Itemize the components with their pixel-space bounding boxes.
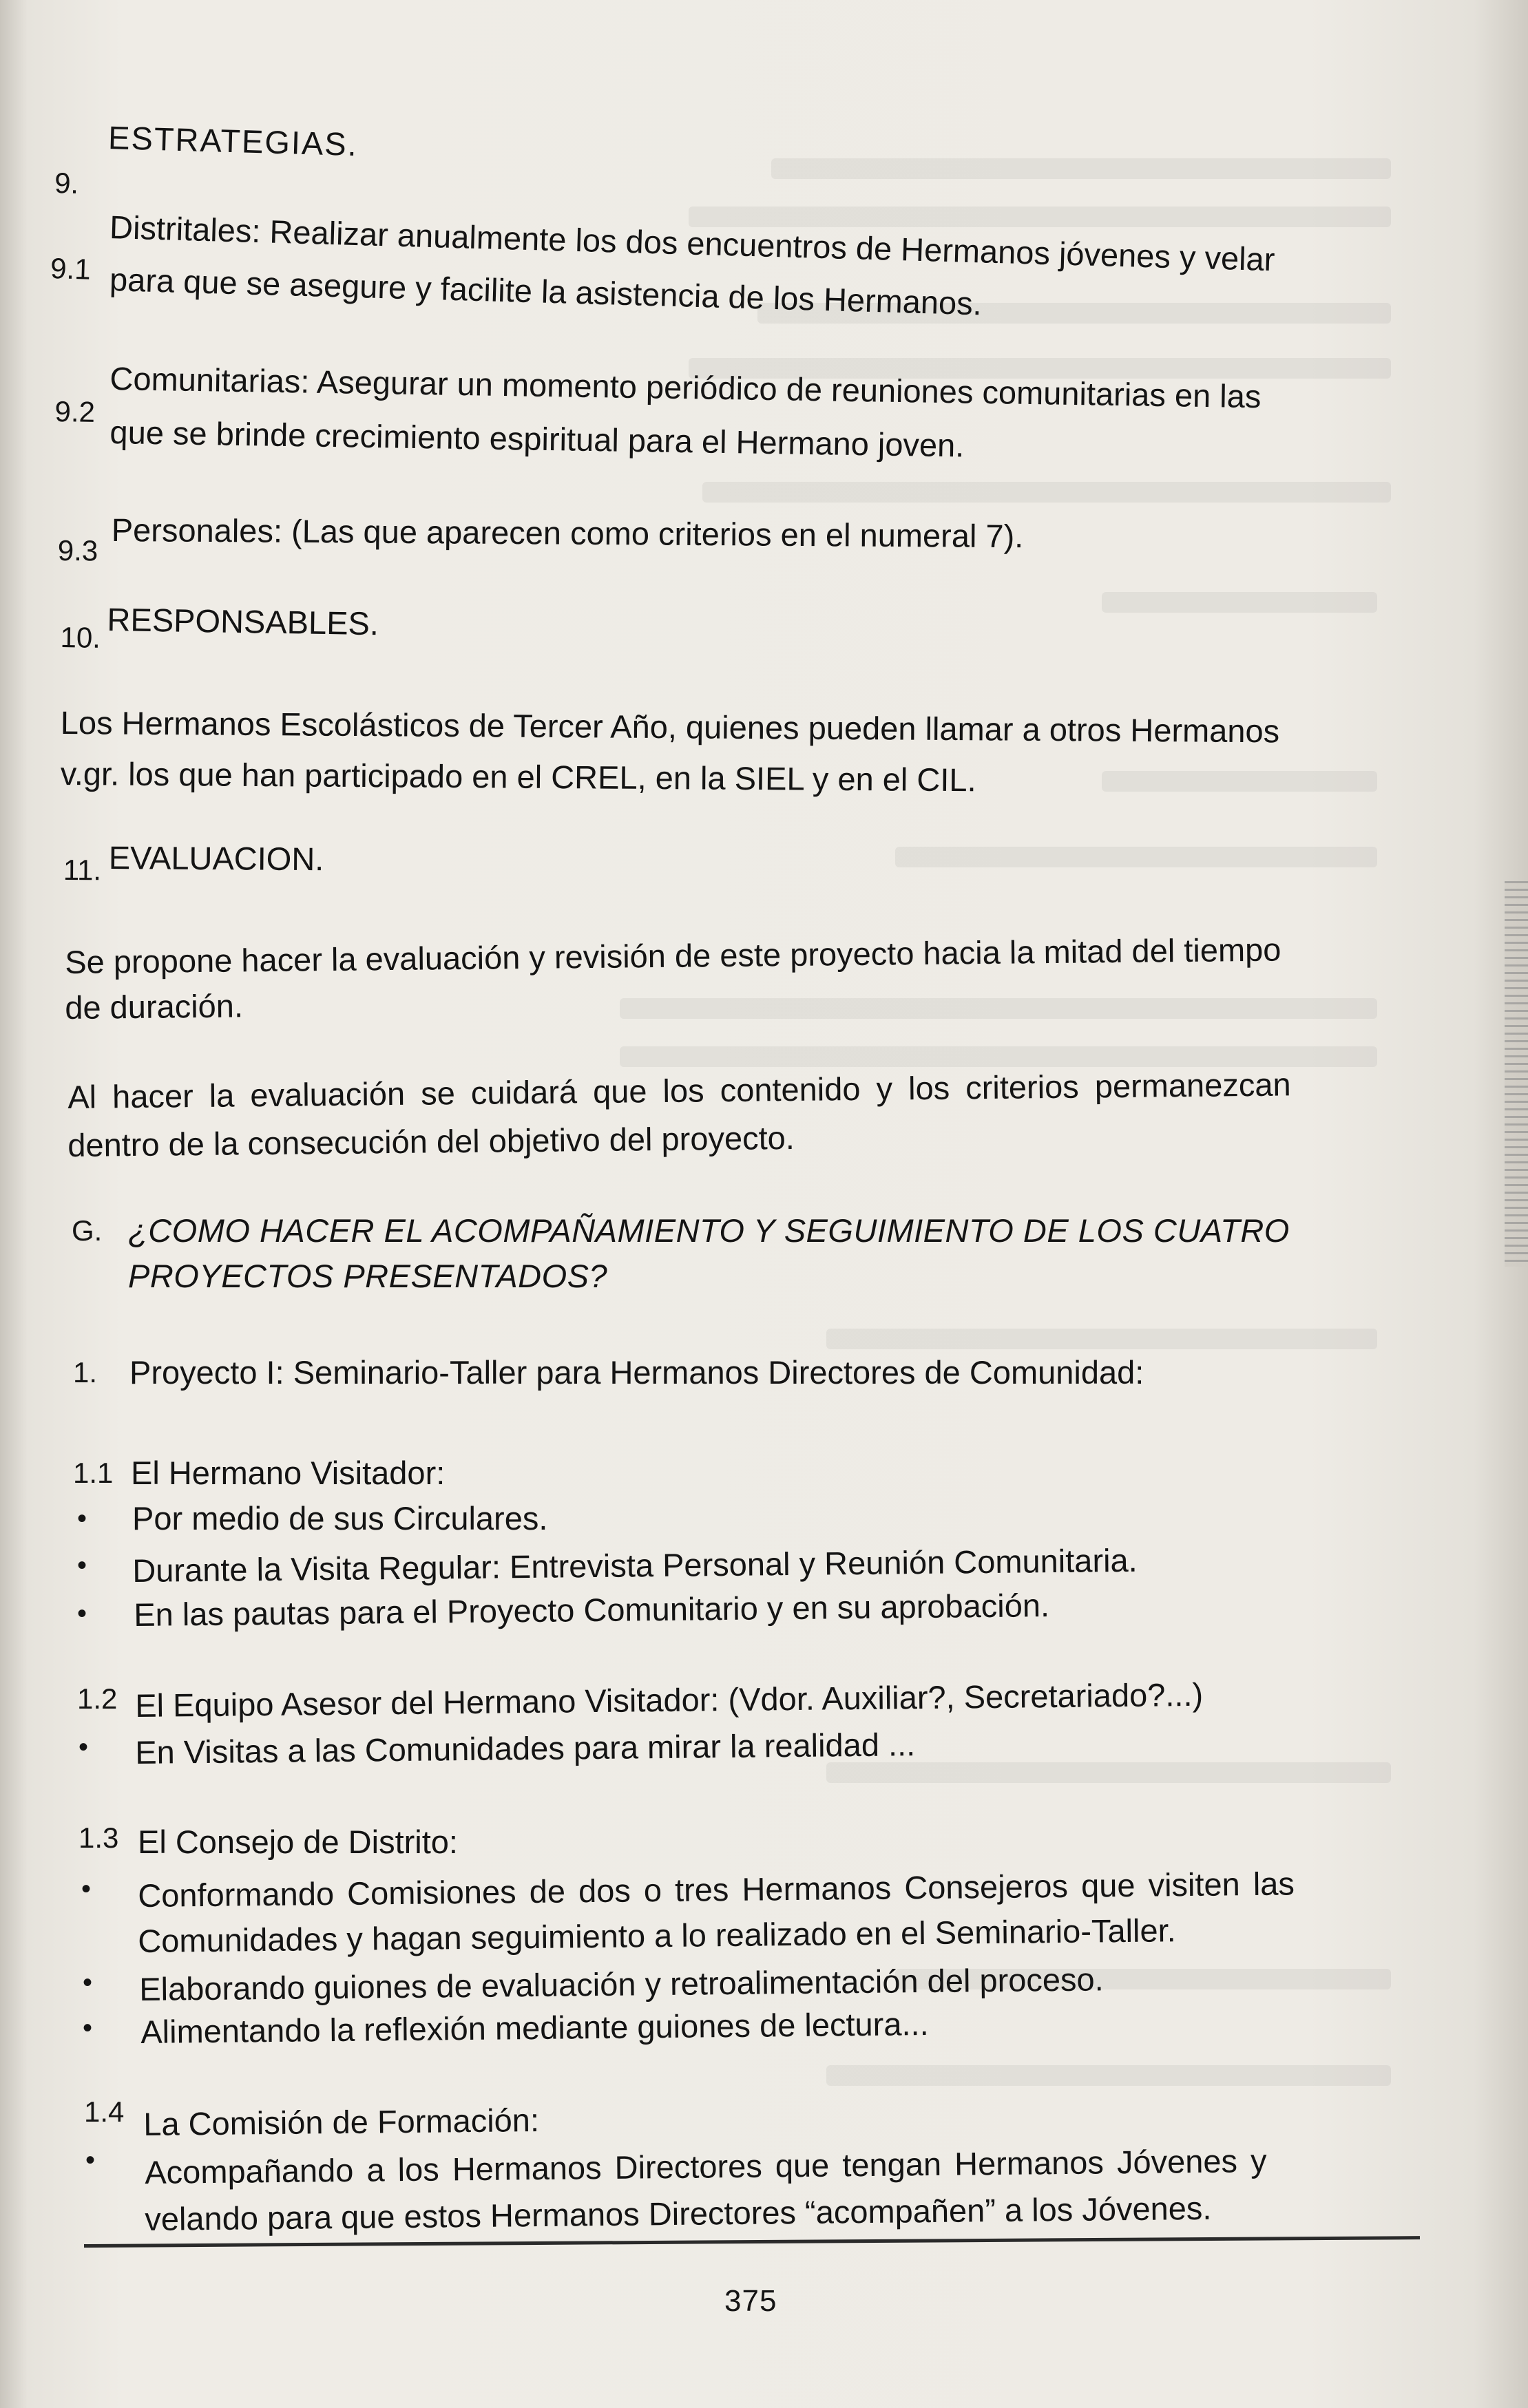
bullet-icon: • xyxy=(77,1503,87,1534)
paragraph-line: Comunitarias: Asegurar un momento periódico de reuniones comunitarias en las xyxy=(109,359,1262,415)
section-title: RESPONSABLES. xyxy=(107,600,379,642)
list-item: Alimentando la reflexión mediante guiones de lectura... xyxy=(140,2005,929,2050)
paragraph-line: que se brinde crecimiento espiritual para el Hermano joven. xyxy=(109,413,965,464)
list-item: Durante la Visita Regular: Entrevista Personal y Reunión Comunitaria. xyxy=(132,1541,1138,1589)
section-number: 1.2 xyxy=(77,1682,118,1715)
list-item: Conformando Comisiones de dos o tres Hermanos Consejeros que visiten las xyxy=(138,1865,1295,1914)
footer-rule xyxy=(84,2236,1420,2248)
section-number: 1.3 xyxy=(79,1821,119,1854)
bullet-icon: • xyxy=(85,2145,96,2175)
section-title: EVALUACION. xyxy=(108,839,324,878)
subsection-title: La Comisión de Formación: xyxy=(143,2101,540,2142)
section-number: 1. xyxy=(73,1356,98,1388)
list-item-continuation: Comunidades y hagan seguimiento a lo realizado en el Seminario-Taller. xyxy=(138,1912,1176,1959)
paragraph-line: Distritales: Realizar anualmente los dos encuentros de Hermanos jóvenes y velar xyxy=(109,208,1276,278)
list-item: Acompañando a los Hermanos Directores que tengan Hermanos Jóvenes y xyxy=(145,2142,1267,2190)
section-number: 1.1 xyxy=(73,1457,114,1489)
paragraph-line: Se propone hacer la evaluación y revisión de este proyecto hacia la mitad del tiempo xyxy=(65,931,1281,980)
subsection-title: El Consejo de Distrito: xyxy=(138,1824,458,1860)
section-number: 11. xyxy=(63,853,102,887)
paragraph-line: de duración. xyxy=(65,987,244,1026)
section-letter: G. xyxy=(72,1214,103,1247)
bullet-icon: • xyxy=(81,1874,92,1904)
page-number: 375 xyxy=(724,2284,777,2318)
section-number: 10. xyxy=(60,620,101,654)
heading-line: ¿COMO HACER EL ACOMPAÑAMIENTO Y SEGUIMIENTO DE LOS CUATRO xyxy=(128,1212,1290,1249)
paragraph-line: dentro de la consecución del objetivo del proyecto. xyxy=(67,1119,795,1163)
subsection-title: El Hermano Visitador: xyxy=(131,1455,446,1491)
section-title: ESTRATEGIAS. xyxy=(107,118,359,163)
paragraph-line: Proyecto I: Seminario-Taller para Hermanos Directores de Comunidad: xyxy=(129,1354,1144,1391)
paragraph-line: Los Hermanos Escolásticos de Tercer Año, quienes pueden llamar a otros Hermanos xyxy=(60,704,1280,750)
section-number: 9.1 xyxy=(50,251,92,286)
paragraph-line: v.gr. los que han participado en el CREL, en la SIEL y en el CIL. xyxy=(60,755,976,799)
section-number: 9.2 xyxy=(54,394,96,428)
heading-line: PROYECTOS PRESENTADOS? xyxy=(128,1258,608,1294)
bullet-icon: • xyxy=(83,2013,93,2043)
list-item: En Visitas a las Comunidades para mirar la realidad ... xyxy=(135,1726,916,1771)
section-number: 9. xyxy=(54,166,79,200)
bullet-icon: • xyxy=(83,1967,93,1998)
bullet-icon: • xyxy=(79,1732,89,1762)
section-number: 9.3 xyxy=(57,534,98,567)
list-item-continuation: velando para que estos Hermanos Directores “acompañen” a los Jóvenes. xyxy=(145,2189,1212,2237)
bullet-icon: • xyxy=(77,1550,87,1581)
paragraph-line: para que se asegure y facilite la asistencia de los Hermanos. xyxy=(109,260,983,322)
bullet-icon: • xyxy=(77,1598,87,1629)
subsection-title: El Equipo Asesor del Hermano Visitador: (Vdor. Auxiliar?, Secretariado?...) xyxy=(135,1676,1204,1724)
page-edge-stack xyxy=(1505,881,1528,1267)
paragraph-line: Personales: (Las que aparecen como criterios en el numeral 7). xyxy=(111,511,1024,555)
list-item: En las pautas para el Proyecto Comunitario y en su aprobación. xyxy=(134,1587,1050,1633)
list-item: Elaborando guiones de evaluación y retroalimentación del proceso. xyxy=(139,1961,1104,2007)
section-number: 1.4 xyxy=(84,2095,125,2128)
paragraph-line: Al hacer la evaluación se cuidará que los contenido y los criterios permanezcan xyxy=(67,1066,1291,1115)
list-item: Por medio de sus Circulares. xyxy=(132,1500,548,1536)
